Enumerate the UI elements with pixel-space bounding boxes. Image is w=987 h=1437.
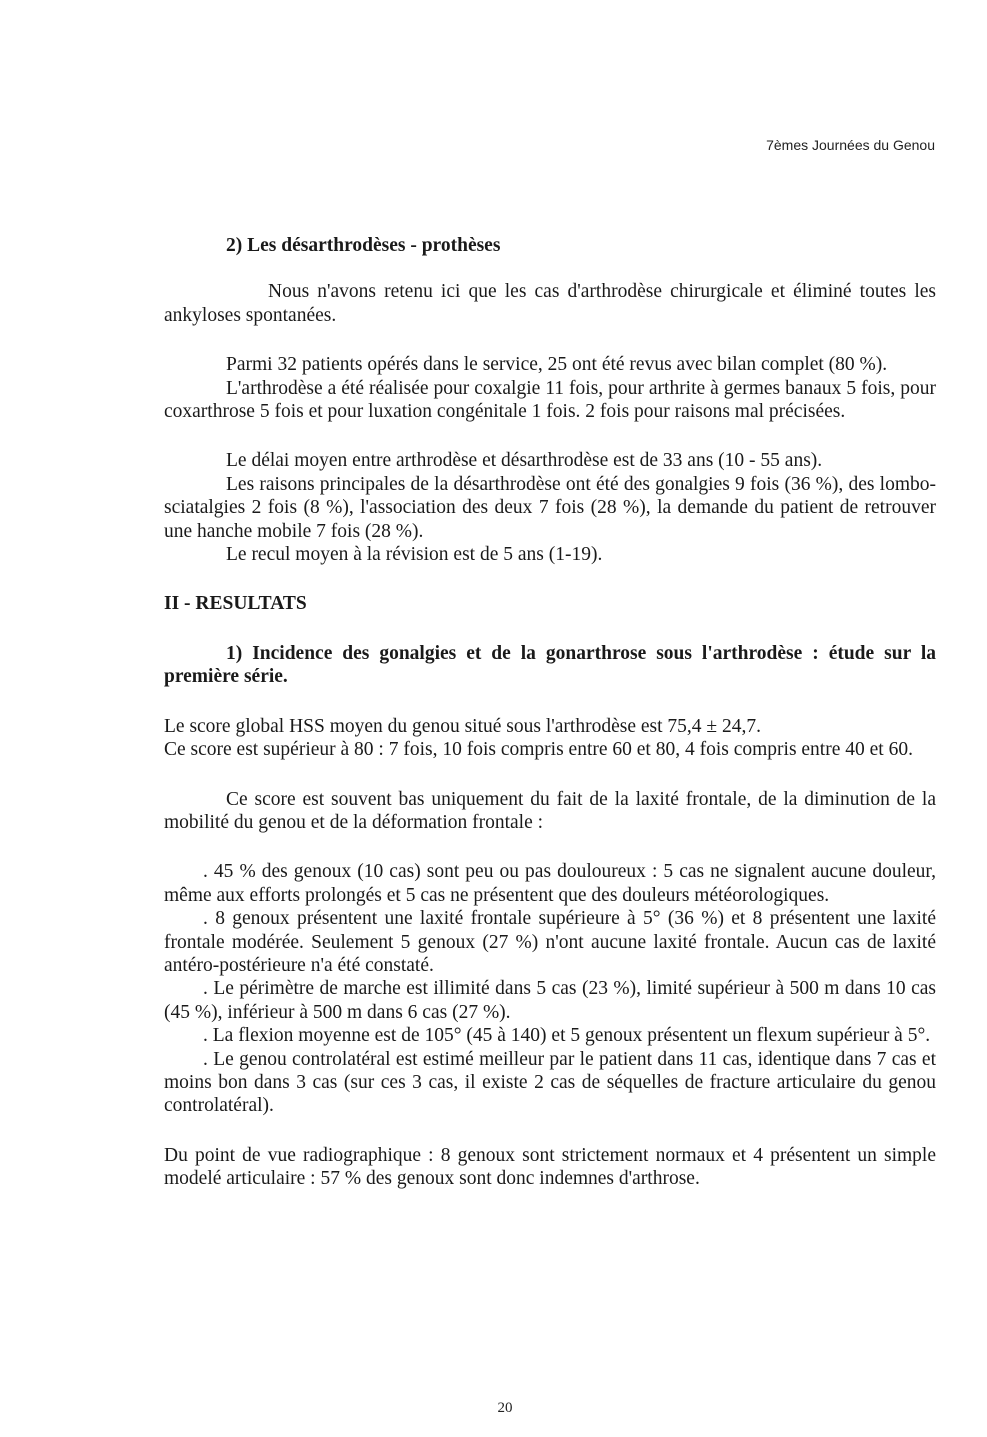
running-header: 7èmes Journées du Genou <box>766 137 935 153</box>
paragraph: Ce score est supérieur à 80 : 7 fois, 10 fois compris entre 60 et 80, 4 fois compris entre 40 et 60. <box>164 739 913 761</box>
paragraph: Le recul moyen à la révision est de 5 ans (1-19). <box>226 544 603 566</box>
paragraph: Nous n'avons retenu ici que les cas d'arthrodèse chirurgicale et éliminé toutes les ankyloses spontanées. <box>164 281 936 326</box>
bullet-item: . La flexion moyenne est de 105° (45 à 140) et 5 genoux présentent un flexum supérieur à 5°. <box>203 1025 931 1047</box>
bullet-item: . 8 genoux présentent une laxité frontale supérieure à 5° (36 %) et 8 présentent une laxité frontale modérée. Seulement 5 genoux (27 %) n'ont aucune laxité frontale. Aucun cas de laxité antéro-postérieure n'a été constaté. <box>164 908 936 976</box>
section-heading-desarthrodeses: 2) Les désarthrodèses - prothèses <box>226 235 501 256</box>
bullet-item: . Le périmètre de marche est illimité dans 5 cas (23 %), limité supérieur à 500 m dans 10 cas (45 %), inférieur à 500 m dans 6 cas (27 %). <box>164 978 936 1023</box>
paragraph: Les raisons principales de la désarthrodèse ont été des gonalgies 9 fois (36 %), des lombo- sciatalgies 2 fois (8 %), l'association des deux 7 fois (28 %), la demande du patient de retrouver une hanche mobile 7 fois (28 %). <box>164 473 936 542</box>
page-body <box>164 234 936 1191</box>
paragraph: Le score global HSS moyen du genou situé sous l'arthrodèse est 75,4 ± 24,7. <box>164 715 761 737</box>
section-heading-resultats: II - RESULTATS <box>164 593 307 615</box>
paragraph: Ce score est souvent bas uniquement du fait de la laxité frontale, de la diminution de la mobilité du genou et de la déformation frontale : <box>164 788 936 833</box>
subsection-heading: 1) Incidence des gonalgies et de la gonarthrose sous l'arthrodèse : étude sur la première série. <box>164 642 936 688</box>
paragraph: Du point de vue radiographique : 8 genoux sont strictement normaux et 4 présentent un simple modelé articulaire : 57 % des genoux sont donc indemnes d'arthrose. <box>164 1144 936 1190</box>
bullet-item: . Le genou controlatéral est estimé meilleur par le patient dans 11 cas, identique dans 7 cas et moins bon dans 3 cas (sur ces 3 cas, il existe 2 cas de séquelles de fracture articulaire du genou controlatéral). <box>164 1048 936 1117</box>
paragraph: L'arthrodèse a été réalisée pour coxalgie 11 fois, pour arthrite à germes banaux 5 fois, pour coxarthrose 5 fois et pour luxation congénitale 1 fois. 2 fois pour raisons mal précisées. <box>164 377 936 423</box>
bullet-item: . 45 % des genoux (10 cas) sont peu ou pas douloureux : 5 cas ne signalent aucune douleur, même aux efforts prolongés et 5 cas ne présentent que des douleurs météorologiques. <box>164 861 936 906</box>
paragraph: Parmi 32 patients opérés dans le service, 25 ont été revus avec bilan complet (80 %). <box>226 354 888 376</box>
page-number: 20 <box>497 1400 513 1416</box>
paragraph: Le délai moyen entre arthrodèse et désarthrodèse est de 33 ans (10 - 55 ans). <box>226 450 823 472</box>
